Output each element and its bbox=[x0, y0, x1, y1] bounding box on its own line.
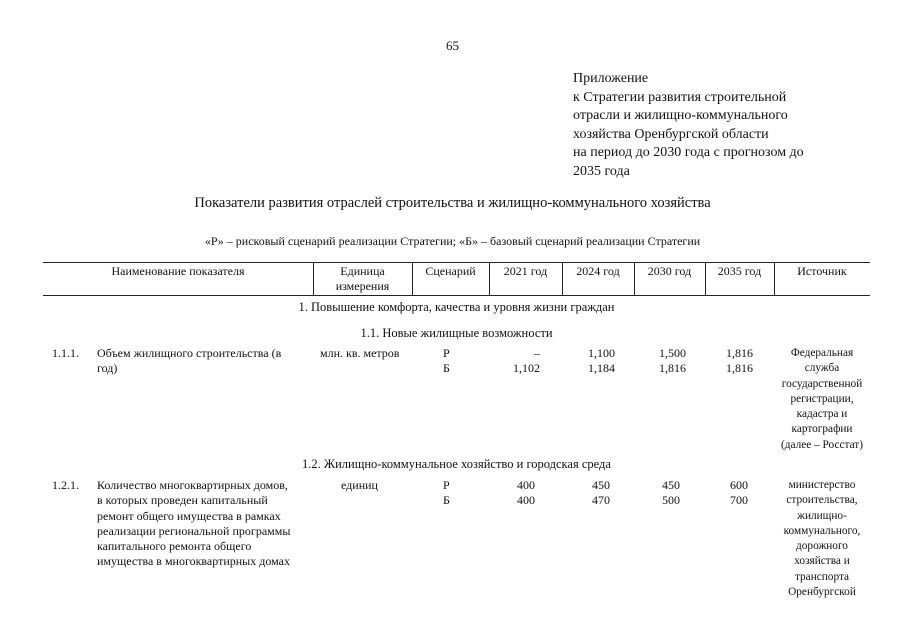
value: 470 bbox=[592, 493, 610, 508]
indicator-name-line: Количество многоквартирных домов, bbox=[97, 478, 288, 492]
appendix-line: на период до 2030 года с прогнозом до bbox=[573, 145, 804, 160]
appendix-line: Приложение bbox=[573, 71, 649, 86]
header-2021: 2021 год bbox=[503, 264, 548, 278]
header-2035: 2035 год bbox=[717, 264, 762, 278]
value-2035 bbox=[705, 346, 753, 377]
source-line: государственной bbox=[781, 377, 863, 390]
value-2021 bbox=[489, 346, 540, 377]
indicator-name-line: ремонт общего имущества в рамках bbox=[97, 508, 281, 523]
header-2030: 2030 год bbox=[647, 264, 692, 278]
appendix-note bbox=[573, 70, 804, 181]
row-number: 1.1.1. bbox=[52, 346, 79, 360]
value-2024 bbox=[562, 478, 610, 509]
source-line: жилищно- bbox=[797, 509, 847, 522]
value: 600 bbox=[730, 478, 748, 492]
value: 1,816 bbox=[726, 346, 753, 360]
value: 450 bbox=[662, 478, 680, 492]
value: 1,816 bbox=[659, 361, 686, 376]
header-unit-line: Единица bbox=[340, 264, 385, 278]
table-header-top-line bbox=[43, 262, 870, 263]
value-2024 bbox=[562, 346, 615, 377]
header-2024: 2024 год bbox=[576, 264, 620, 278]
row-number: 1.2.1. bbox=[52, 478, 79, 492]
indicator-name-line: год) bbox=[97, 361, 118, 376]
unit-cell: млн. кв. метров bbox=[320, 346, 400, 360]
header-name: Наименование показателя bbox=[111, 264, 245, 278]
header-scenario: Сценарий bbox=[425, 264, 476, 278]
source-line: (далее – Росстат) bbox=[780, 438, 864, 451]
scenario-cell bbox=[443, 346, 450, 377]
value-2035 bbox=[705, 478, 748, 509]
indicator-name bbox=[97, 346, 281, 377]
source-line: Оренбургской bbox=[788, 586, 856, 599]
page-number: 65 bbox=[446, 38, 459, 53]
value: 400 bbox=[517, 493, 535, 508]
table-header-bottom-line bbox=[43, 295, 870, 296]
header-source: Источник bbox=[797, 264, 847, 278]
indicator-name-line: имущества в многоквартирных домах bbox=[97, 554, 290, 569]
value-2030 bbox=[634, 478, 680, 509]
value: 450 bbox=[592, 478, 610, 492]
source-cell bbox=[774, 346, 870, 453]
scenario-value: Р bbox=[443, 346, 450, 360]
value: 700 bbox=[730, 493, 748, 508]
source-line: коммунального, bbox=[783, 524, 861, 537]
indicator-name-line: капитального ремонта общего bbox=[97, 539, 252, 554]
value: 400 bbox=[517, 478, 535, 492]
header-unit-line: измерения bbox=[335, 279, 390, 293]
value: 500 bbox=[662, 493, 680, 508]
indicator-name bbox=[97, 478, 290, 570]
section-heading: 1. Повышение комфорта, качества и уровня жизни граждан bbox=[298, 300, 615, 314]
indicator-name-line: в которых проведен капитальный bbox=[97, 493, 268, 508]
scenario-legend: «Р» – рисковый сценарий реализации Стратегии; «Б» – базовый сценарий реализации Стратегии bbox=[204, 234, 701, 248]
scenario-value: Р bbox=[443, 478, 450, 492]
value-2021 bbox=[489, 478, 535, 509]
appendix-line: отрасли и жилищно-коммунального bbox=[573, 108, 788, 123]
source-line: кадастра и bbox=[796, 408, 848, 421]
source-line: регистрации, bbox=[790, 392, 854, 405]
indicator-name-line: реализации региональной программы bbox=[97, 523, 291, 538]
source-line: министерство bbox=[788, 479, 856, 491]
source-line: строительства, bbox=[786, 494, 858, 507]
source-line: картографии bbox=[791, 423, 853, 436]
value: 1,500 bbox=[659, 346, 686, 360]
scenario-value: Б bbox=[443, 361, 450, 376]
source-line: служба bbox=[804, 362, 840, 375]
value: 1,816 bbox=[726, 361, 753, 376]
subsection-heading: 1.2. Жилищно-коммунальное хозяйство и городская среда bbox=[302, 457, 611, 471]
document-title: Показатели развития отраслей строительства и жилищно-коммунального хозяйства bbox=[194, 195, 711, 211]
scenario-cell bbox=[443, 478, 450, 509]
appendix-line: 2035 года bbox=[573, 163, 630, 179]
value: – bbox=[534, 346, 540, 360]
value-2030 bbox=[634, 346, 686, 377]
source-line: дорожного bbox=[796, 540, 848, 553]
scenario-value: Б bbox=[443, 493, 450, 508]
source-line: хозяйства и bbox=[794, 555, 850, 568]
value: 1,184 bbox=[588, 361, 615, 376]
value: 1,100 bbox=[588, 346, 615, 360]
appendix-line: хозяйства Оренбургской области bbox=[573, 126, 769, 142]
source-cell bbox=[774, 478, 870, 600]
source-line: транспорта bbox=[794, 570, 850, 583]
unit-cell: единиц bbox=[341, 478, 378, 492]
indicator-name-line: Объем жилищного строительства (в bbox=[97, 346, 282, 360]
header-unit bbox=[313, 264, 412, 294]
source-line: Федеральная bbox=[790, 347, 854, 359]
value: 1,102 bbox=[513, 361, 540, 376]
subsection-heading: 1.1. Новые жилищные возможности bbox=[360, 326, 553, 340]
appendix-line: к Стратегии развития строительной bbox=[573, 89, 787, 105]
